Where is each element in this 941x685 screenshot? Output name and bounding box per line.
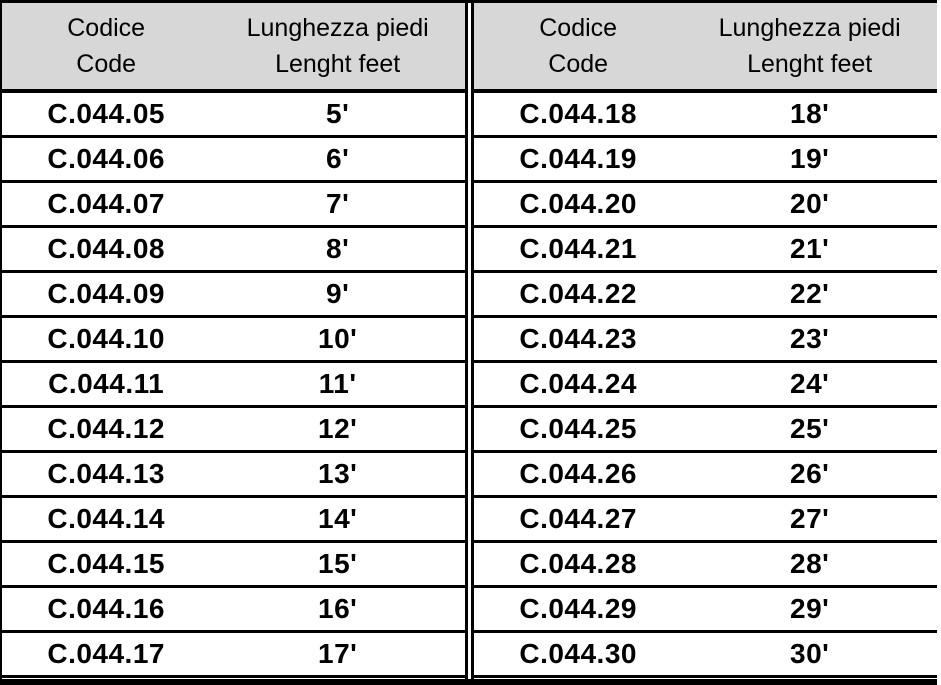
table-header-left (2, 3, 465, 93)
code-cell: C.044.13 (47, 458, 165, 489)
feet-cell: 17' (318, 638, 358, 669)
table-row (474, 363, 937, 408)
header-length-it: Lunghezza piedi (718, 14, 901, 42)
feet-cell: 21' (790, 233, 830, 264)
table-row (474, 633, 937, 678)
header-length-it: Lunghezza piedi (246, 14, 429, 42)
table-row (2, 543, 465, 588)
feet-cell: 22' (790, 278, 830, 309)
table-rows-right (474, 93, 937, 678)
header-code-it: Codice (67, 14, 146, 42)
feet-cell: 7' (326, 188, 350, 219)
feet-cell: 24' (790, 368, 830, 399)
feet-cell: 30' (790, 638, 830, 669)
table-row (2, 183, 465, 228)
feet-cell: 11' (318, 368, 357, 399)
header-length-en: Lenght feet (747, 50, 873, 78)
code-cell: C.044.26 (519, 458, 637, 489)
table-rows-left (2, 93, 465, 678)
feet-cell: 9' (326, 278, 350, 309)
table-row (474, 543, 937, 588)
feet-cell: 6' (326, 143, 350, 174)
table-left-half (2, 3, 465, 679)
table-center-divider (465, 3, 474, 679)
feet-cell: 8' (326, 233, 350, 264)
table-row (474, 588, 937, 633)
table-header-right (474, 3, 937, 93)
table-row (2, 498, 465, 543)
table-row (474, 453, 937, 498)
column-header-length (210, 3, 465, 89)
feet-cell: 5' (326, 98, 350, 129)
code-cell: C.044.07 (47, 188, 165, 219)
table-row (2, 408, 465, 453)
table-row (474, 93, 937, 138)
code-cell: C.044.17 (47, 638, 165, 669)
code-cell: C.044.22 (519, 278, 637, 309)
table-row (474, 273, 937, 318)
code-cell: C.044.28 (519, 548, 637, 579)
code-cell: C.044.25 (519, 413, 637, 444)
table-row (474, 408, 937, 453)
table-row (2, 318, 465, 363)
table-row (2, 633, 465, 678)
feet-cell: 13' (318, 458, 358, 489)
table-row (2, 363, 465, 408)
feet-cell: 19' (790, 143, 830, 174)
table-row (474, 498, 937, 543)
table-row (2, 453, 465, 498)
feet-cell: 10' (318, 323, 358, 354)
table-row (474, 138, 937, 183)
code-cell: C.044.15 (47, 548, 165, 579)
table-row (474, 318, 937, 363)
code-cell: C.044.09 (47, 278, 165, 309)
header-code-it: Codice (539, 14, 618, 42)
feet-cell: 12' (318, 413, 358, 444)
code-cell: C.044.21 (519, 233, 637, 264)
table-row (2, 93, 465, 138)
column-header-code (474, 3, 682, 89)
code-cell: C.044.20 (519, 188, 637, 219)
feet-cell: 20' (790, 188, 830, 219)
header-code-en: Code (548, 50, 609, 78)
code-cell: C.044.23 (519, 323, 637, 354)
feet-cell: 23' (790, 323, 830, 354)
code-cell: C.044.05 (47, 98, 165, 129)
table-right-half (474, 3, 937, 679)
table-row (2, 228, 465, 273)
table-row (2, 588, 465, 633)
code-cell: C.044.29 (519, 593, 637, 624)
feet-cell: 18' (790, 98, 830, 129)
header-length-en: Lenght feet (275, 50, 401, 78)
feet-cell: 29' (790, 593, 830, 624)
code-cell: C.044.19 (519, 143, 637, 174)
column-header-length (682, 3, 937, 89)
table-row (474, 228, 937, 273)
code-cell: C.044.18 (519, 98, 637, 129)
table-body (2, 3, 937, 679)
feet-cell: 14' (318, 503, 358, 534)
code-cell: C.044.14 (47, 503, 165, 534)
code-cell: C.044.08 (47, 233, 165, 264)
feet-cell: 26' (790, 458, 830, 489)
header-code-en: Code (76, 50, 137, 78)
code-cell: C.044.11 (48, 368, 165, 399)
feet-cell: 15' (318, 548, 358, 579)
code-cell: C.044.30 (519, 638, 637, 669)
code-cell: C.044.10 (47, 323, 165, 354)
code-cell: C.044.24 (519, 368, 637, 399)
code-cell: C.044.27 (519, 503, 637, 534)
column-header-code (2, 3, 210, 89)
code-cell: C.044.16 (47, 593, 165, 624)
table-row (474, 183, 937, 228)
feet-cell: 25' (790, 413, 830, 444)
feet-cell: 28' (790, 548, 830, 579)
code-cell: C.044.06 (47, 143, 165, 174)
code-cell: C.044.12 (47, 413, 165, 444)
table-row (2, 138, 465, 183)
feet-cell: 27' (790, 503, 830, 534)
table-row (2, 273, 465, 318)
feet-cell: 16' (318, 593, 358, 624)
table-bottom-border (2, 679, 937, 685)
